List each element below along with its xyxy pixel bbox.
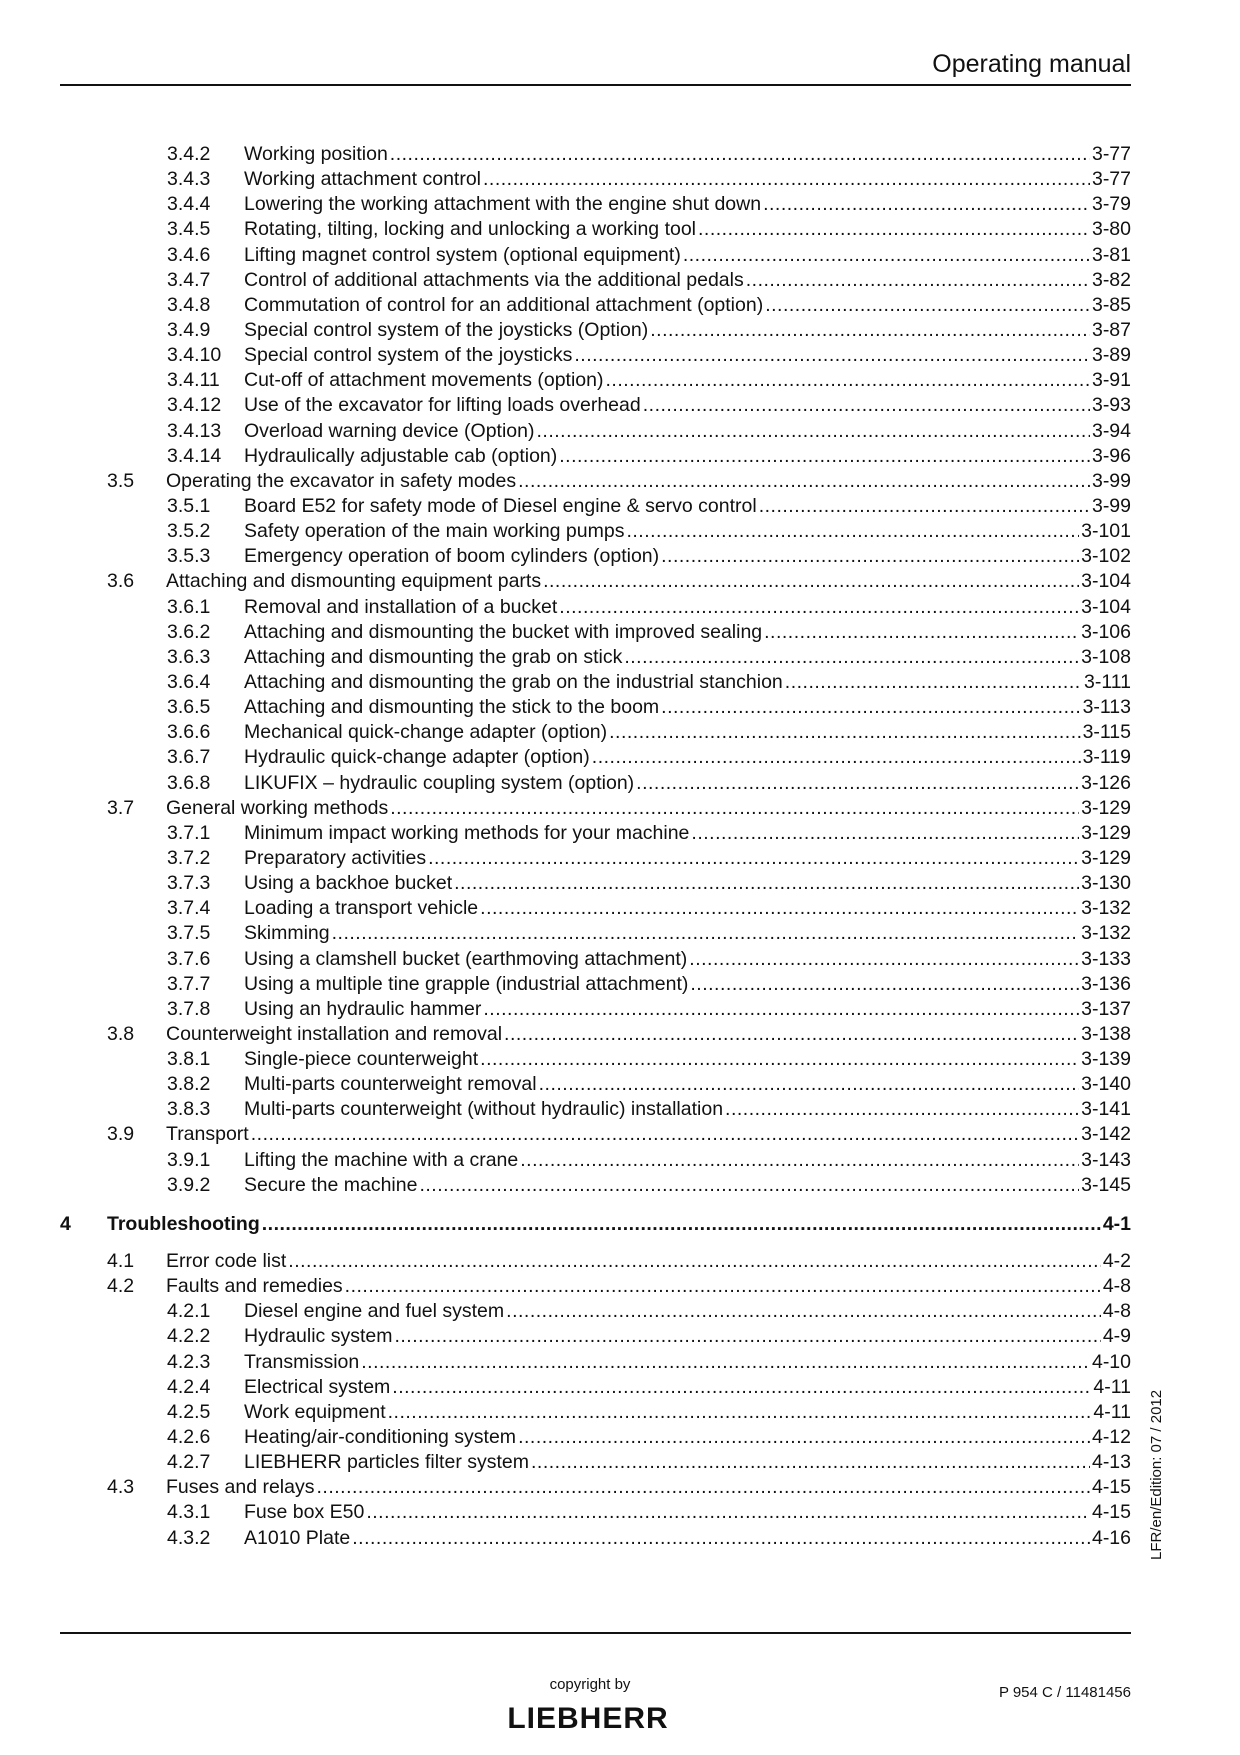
toc-entry[interactable] [60, 1324, 1131, 1349]
toc-entry[interactable] [60, 595, 1131, 620]
toc-entry-title: Safety operation of the main working pumps [244, 520, 625, 543]
toc-entry-number: 3.4.5 [167, 218, 211, 241]
toc-entry[interactable] [60, 1425, 1131, 1450]
toc-dot-leader [520, 1148, 1079, 1173]
toc-entry[interactable] [60, 1299, 1131, 1324]
toc-dot-leader [690, 972, 1079, 997]
toc-entry-title: Transport [166, 1123, 249, 1146]
toc-entry[interactable] [60, 745, 1131, 770]
toc-entry-number: 3.6.2 [167, 620, 211, 643]
toc-entry-number: 4.1 [107, 1250, 135, 1273]
toc-entry[interactable] [60, 268, 1131, 293]
toc-entry-title: Minimum impact working methods for your machine [244, 821, 690, 844]
toc-entry-number: 3.8 [107, 1022, 135, 1045]
toc-dot-leader [661, 544, 1079, 569]
toc-entry-title: Heating/air-conditioning system [244, 1426, 517, 1449]
toc-entry-page: 4-1 [1102, 1212, 1131, 1235]
toc-dot-leader [574, 343, 1090, 368]
toc-entry-page: 3-142 [1081, 1123, 1131, 1146]
toc-entry[interactable] [60, 695, 1131, 720]
toc-entry[interactable] [60, 1212, 1131, 1237]
toc-dot-leader [392, 1375, 1091, 1400]
toc-entry-page: 3-140 [1081, 1073, 1131, 1096]
toc-entry-title: Commutation of control for an additional attachment (option) [244, 293, 764, 316]
page-header-title: Operating manual [932, 50, 1131, 78]
toc-entry-title: Removal and installation of a bucket [244, 595, 558, 618]
toc-entry-title: Attaching and dismounting the stick to the boom [244, 696, 660, 719]
toc-dot-leader [746, 268, 1090, 293]
toc-entry-title: Operating the excavator in safety modes [166, 469, 517, 492]
toc-dot-leader [689, 947, 1079, 972]
toc-entry-page: 4-2 [1102, 1250, 1131, 1273]
toc-dot-leader [763, 192, 1090, 217]
toc-entry[interactable] [60, 921, 1131, 946]
toc-entry[interactable] [60, 1072, 1131, 1097]
toc-entry[interactable] [60, 243, 1131, 268]
toc-entry-page: 3-138 [1081, 1022, 1131, 1045]
toc-entry-number: 3.9.2 [167, 1173, 211, 1196]
toc-dot-leader [390, 142, 1090, 167]
toc-dot-leader [531, 1450, 1090, 1475]
toc-entry-page: 3-115 [1082, 721, 1131, 744]
toc-dot-leader [483, 167, 1090, 192]
toc-dot-leader [483, 997, 1079, 1022]
toc-entry[interactable] [60, 142, 1131, 167]
toc-entry-page: 4-8 [1102, 1300, 1131, 1323]
toc-entry-number: 3.7.5 [167, 922, 211, 945]
toc-entry-page: 3-91 [1091, 369, 1131, 392]
toc-dot-leader [605, 368, 1089, 393]
toc-dot-leader [609, 720, 1080, 745]
toc-entry-title: Fuse box E50 [244, 1501, 365, 1524]
toc-entry-number: 4.2.7 [167, 1451, 211, 1474]
toc-entry[interactable] [60, 1047, 1131, 1072]
toc-entry-title: Board E52 for safety mode of Diesel engine & servo control [244, 494, 757, 517]
toc-entry-title: Rotating, tilting, locking and unlocking a working tool [244, 218, 697, 241]
toc-entry[interactable] [60, 519, 1131, 544]
toc-entry-title: Using a multiple tine grapple (industrial attachment) [244, 972, 689, 995]
toc-entry-page: 3-87 [1091, 318, 1131, 341]
toc-entry[interactable] [60, 1475, 1131, 1500]
toc-dot-leader [725, 1097, 1079, 1122]
toc-entry[interactable] [60, 393, 1131, 418]
toc-dot-leader [636, 771, 1079, 796]
toc-dot-leader [428, 846, 1079, 871]
toc-entry-page: 3-79 [1091, 193, 1131, 216]
toc-dot-leader [504, 1022, 1079, 1047]
toc-entry-page: 3-99 [1091, 494, 1131, 517]
toc-entry[interactable] [60, 846, 1131, 871]
toc-entry-title: Transmission [244, 1350, 360, 1373]
toc-entry[interactable] [60, 1249, 1131, 1274]
toc-entry[interactable] [60, 1274, 1131, 1299]
toc-entry[interactable] [60, 645, 1131, 670]
toc-entry-number: 3.4.14 [167, 444, 222, 467]
toc-entry-page: 3-85 [1091, 293, 1131, 316]
toc-dot-leader [626, 519, 1079, 544]
toc-entry[interactable] [60, 1173, 1131, 1198]
toc-entry-page: 3-89 [1091, 344, 1131, 367]
toc-entry-title: Faults and remedies [166, 1275, 343, 1298]
toc-entry[interactable] [60, 947, 1131, 972]
toc-entry-title: Single-piece counterweight [244, 1048, 479, 1071]
toc-entry[interactable] [60, 1526, 1131, 1551]
toc-entry-page: 3-132 [1081, 897, 1131, 920]
toc-entry-number: 3.9.1 [167, 1148, 211, 1171]
toc-entry-page: 4-12 [1091, 1426, 1131, 1449]
toc-entry[interactable] [60, 1122, 1131, 1147]
toc-entry[interactable] [60, 997, 1131, 1022]
toc-dot-leader [536, 419, 1089, 444]
toc-entry-number: 3.6.6 [167, 721, 211, 744]
toc-entry-page: 3-104 [1081, 595, 1131, 618]
toc-entry-page: 3-136 [1081, 972, 1131, 995]
toc-entry-title: Mechanical quick-change adapter (option) [244, 721, 608, 744]
toc-entry-page: 3-82 [1091, 268, 1131, 291]
toc-entry-number: 3.7.1 [167, 821, 211, 844]
toc-dot-leader [352, 1526, 1090, 1551]
toc-dot-leader [332, 921, 1080, 946]
toc-entry-number: 3.4.3 [167, 168, 211, 191]
toc-entry-title: Work equipment [244, 1400, 386, 1423]
toc-entry-page: 3-93 [1091, 394, 1131, 417]
toc-entry[interactable] [60, 1450, 1131, 1475]
toc-entry-title: Emergency operation of boom cylinders (option) [244, 545, 660, 568]
toc-entry-page: 3-129 [1081, 821, 1131, 844]
toc-dot-leader [539, 1072, 1080, 1097]
toc-entry-number: 3.7.2 [167, 846, 211, 869]
toc-entry[interactable] [60, 720, 1131, 745]
toc-dot-leader [419, 1173, 1079, 1198]
toc-entry[interactable] [60, 972, 1131, 997]
toc-entry-title: Counterweight installation and removal [166, 1022, 503, 1045]
logo-text: LIEBHERR [507, 1702, 669, 1734]
toc-entry-title: Diesel engine and fuel system [244, 1300, 505, 1323]
toc-entry-number: 3.4.6 [167, 243, 211, 266]
toc-entry-number: 4.2.4 [167, 1375, 211, 1398]
toc-entry-number: 3.9 [107, 1123, 135, 1146]
toc-entry-page: 3-141 [1081, 1098, 1131, 1121]
toc-dot-leader [559, 595, 1079, 620]
toc-entry-number: 4.2.5 [167, 1400, 211, 1423]
toc-dot-leader [592, 745, 1081, 770]
toc-entry-page: 3-133 [1081, 947, 1131, 970]
toc-entry-number: 4.2.6 [167, 1426, 211, 1449]
toc-entry-number: 3.7.8 [167, 997, 211, 1020]
toc-entry-number: 3.8.2 [167, 1073, 211, 1096]
toc-entry[interactable] [60, 368, 1131, 393]
toc-dot-leader [559, 444, 1090, 469]
toc-entry[interactable] [60, 670, 1131, 695]
toc-dot-leader [388, 1400, 1092, 1425]
toc-dot-leader [288, 1249, 1101, 1274]
toc-entry-number: 4.2 [107, 1275, 135, 1298]
toc-entry-page: 4-9 [1102, 1325, 1131, 1348]
toc-dot-leader [394, 1324, 1100, 1349]
toc-entry-number: 3.6.5 [167, 696, 211, 719]
toc-dot-leader [643, 393, 1090, 418]
toc-entry-number: 4.3.2 [167, 1526, 211, 1549]
toc-dot-leader [480, 896, 1079, 921]
toc-entry-page: 4-15 [1091, 1476, 1131, 1499]
toc-entry-title: Hydraulic quick-change adapter (option) [244, 746, 590, 769]
toc-entry-title: Hydraulic system [244, 1325, 393, 1348]
toc-entry-number: 3.6.4 [167, 670, 211, 693]
toc-entry[interactable] [60, 343, 1131, 368]
toc-entry-page: 3-111 [1084, 670, 1131, 693]
toc-dot-leader [691, 821, 1079, 846]
toc-entry-number: 3.6.3 [167, 645, 211, 668]
toc-entry-title: LIEBHERR particles filter system [244, 1451, 529, 1474]
toc-dot-leader [518, 469, 1090, 494]
toc-dot-leader [624, 645, 1079, 670]
toc-entry-title: Using a backhoe bucket [244, 872, 453, 895]
toc-entry-number: 3.6.8 [167, 771, 211, 794]
toc-entry-title: Error code list [166, 1250, 287, 1273]
toc-dot-leader [361, 1350, 1090, 1375]
toc-entry-page: 3-77 [1091, 143, 1131, 165]
toc-dot-leader [543, 569, 1079, 594]
toc-entry-page: 3-113 [1082, 696, 1131, 719]
liebherr-logo [490, 1700, 686, 1734]
toc-entry-number: 4.2.2 [167, 1325, 211, 1348]
toc-entry[interactable] [60, 1350, 1131, 1375]
toc-dot-leader [390, 796, 1079, 821]
toc-entry-page: 3-137 [1081, 997, 1131, 1020]
toc-entry-number: 3.4.13 [167, 419, 222, 442]
toc-entry-page: 3-130 [1081, 872, 1131, 895]
toc-entry-title: Attaching and dismounting the bucket with improved sealing [244, 620, 763, 643]
toc-entry-number: 4.3 [107, 1476, 135, 1499]
toc-entry-title: Overload warning device (Option) [244, 419, 535, 442]
toc-entry-page: 4-15 [1091, 1501, 1131, 1524]
toc-entry-number: 3.4.11 [167, 369, 220, 392]
toc-entry-page: 3-99 [1091, 469, 1131, 492]
toc-entry-page: 3-145 [1081, 1173, 1131, 1196]
toc-entry-title: Attaching and dismounting the grab on the industrial stanchion [244, 670, 783, 693]
toc-entry[interactable] [60, 293, 1131, 318]
table-of-contents [60, 142, 1131, 1551]
edition-label: LFR/en/Edition: 07 / 2012 [1148, 1389, 1165, 1560]
toc-entry-number: 4.3.1 [167, 1501, 211, 1524]
toc-entry[interactable] [60, 1148, 1131, 1173]
toc-entry-page: 3-104 [1081, 570, 1131, 593]
toc-entry-title: General working methods [166, 796, 389, 819]
toc-dot-leader [765, 293, 1090, 318]
toc-entry[interactable] [60, 318, 1131, 343]
toc-entry-page: 4-8 [1102, 1275, 1131, 1298]
toc-entry-title: Using a clamshell bucket (earthmoving attachment) [244, 947, 688, 970]
toc-entry-page: 3-108 [1081, 645, 1131, 668]
toc-entry[interactable] [60, 469, 1131, 494]
toc-entry-page: 3-106 [1081, 620, 1131, 643]
toc-entry-number: 3.4.2 [167, 143, 211, 165]
toc-dot-leader [661, 695, 1080, 720]
footer-rule [60, 1632, 1131, 1634]
toc-entry-page: 4-11 [1093, 1375, 1131, 1398]
toc-entry-title: LIKUFIX – hydraulic coupling system (option) [244, 771, 635, 794]
toc-entry-title: Working position [244, 143, 388, 165]
toc-entry[interactable] [60, 620, 1131, 645]
toc-dot-leader [251, 1122, 1079, 1147]
toc-entry-number: 3.6.7 [167, 746, 211, 769]
toc-entry[interactable] [60, 494, 1131, 519]
toc-dot-leader [262, 1212, 1101, 1237]
toc-dot-leader [454, 871, 1079, 896]
toc-entry-title: Multi-parts counterweight removal [244, 1073, 537, 1096]
toc-dot-leader [480, 1047, 1079, 1072]
toc-entry-number: 3.7.7 [167, 972, 211, 995]
toc-entry-page: 4-10 [1091, 1350, 1131, 1373]
toc-entry-title: Skimming [244, 922, 330, 945]
toc-entry-number: 4.2.3 [167, 1350, 211, 1373]
toc-entry-number: 3.8.1 [167, 1048, 211, 1071]
toc-entry-page: 3-94 [1091, 419, 1131, 442]
toc-entry-title: Control of additional attachments via the additional pedals [244, 268, 744, 291]
toc-entry-title: A1010 Plate [244, 1526, 351, 1549]
toc-entry[interactable] [60, 821, 1131, 846]
toc-entry-page: 3-80 [1091, 218, 1131, 241]
toc-entry[interactable] [60, 167, 1131, 192]
toc-entry-page: 3-139 [1081, 1048, 1131, 1071]
copyright-label: copyright by [549, 1676, 631, 1693]
toc-entry-title: Lifting magnet control system (optional equipment) [244, 243, 681, 266]
toc-entry-number: 3.7 [107, 796, 135, 819]
toc-entry[interactable] [60, 896, 1131, 921]
toc-entry-number: 3.5.1 [167, 494, 211, 517]
toc-entry-title: Lowering the working attachment with the engine shut down [244, 193, 762, 216]
toc-entry-number: 3.4.8 [167, 293, 211, 316]
toc-entry-page: 3-143 [1081, 1148, 1131, 1171]
toc-entry-number: 3.8.3 [167, 1098, 211, 1121]
toc-entry-title: Use of the excavator for lifting loads overhead [244, 394, 641, 417]
toc-entry-title: Attaching and dismounting the grab on stick [244, 645, 623, 668]
toc-entry-title: Special control system of the joysticks (Option) [244, 318, 649, 341]
toc-entry-number: 3.5 [107, 469, 135, 492]
toc-entry-number: 4 [60, 1212, 71, 1235]
toc-entry-title: Lifting the machine with a crane [244, 1148, 519, 1171]
toc-entry-title: Working attachment control [244, 168, 481, 191]
toc-entry-page: 3-81 [1091, 243, 1131, 266]
toc-entry[interactable] [60, 871, 1131, 896]
toc-dot-leader [345, 1274, 1101, 1299]
toc-entry-number: 3.6.1 [167, 595, 211, 618]
toc-entry-page: 3-132 [1081, 922, 1131, 945]
toc-entry-number: 3.4.4 [167, 193, 211, 216]
toc-entry-title: Attaching and dismounting equipment parts [166, 570, 542, 593]
toc-entry-page: 3-126 [1081, 771, 1131, 794]
toc-entry-title: Troubleshooting [107, 1212, 260, 1235]
toc-entry-number: 3.7.3 [167, 872, 211, 895]
toc-dot-leader [650, 318, 1090, 343]
toc-entry[interactable] [60, 1375, 1131, 1400]
toc-entry-number: 3.4.10 [167, 344, 222, 367]
toc-dot-leader [317, 1475, 1090, 1500]
toc-entry-page: 3-77 [1091, 168, 1131, 191]
toc-entry-title: Loading a transport vehicle [244, 897, 479, 920]
toc-entry-page: 3-102 [1081, 545, 1131, 568]
toc-entry-number: 3.4.12 [167, 394, 222, 417]
toc-entry-number: 4.2.1 [167, 1300, 211, 1323]
toc-entry-page: 3-119 [1082, 746, 1131, 769]
toc-entry[interactable] [60, 192, 1131, 217]
toc-entry-title: Special control system of the joysticks [244, 344, 573, 367]
toc-entry[interactable] [60, 569, 1131, 594]
toc-entry-page: 3-129 [1081, 796, 1131, 819]
toc-dot-leader [698, 217, 1090, 242]
toc-entry-title: Multi-parts counterweight (without hydraulic) installation [244, 1098, 724, 1121]
toc-entry[interactable] [60, 419, 1131, 444]
toc-dot-leader [366, 1500, 1090, 1525]
toc-dot-leader [683, 243, 1090, 268]
toc-entry-title: Electrical system [244, 1375, 391, 1398]
toc-entry-page: 4-13 [1091, 1451, 1131, 1474]
toc-entry-number: 3.4.7 [167, 268, 211, 291]
toc-entry-page: 4-16 [1091, 1526, 1131, 1549]
toc-entry-page: 3-129 [1081, 846, 1131, 869]
toc-entry-number: 3.7.4 [167, 897, 211, 920]
toc-entry[interactable] [60, 544, 1131, 569]
toc-entry[interactable] [60, 1400, 1131, 1425]
toc-dot-leader [764, 620, 1079, 645]
toc-entry-page: 3-96 [1091, 444, 1131, 467]
toc-entry[interactable] [60, 1097, 1131, 1122]
toc-dot-leader [759, 494, 1090, 519]
toc-entry-number: 3.5.3 [167, 545, 211, 568]
toc-entry-title: Using an hydraulic hammer [244, 997, 482, 1020]
toc-dot-leader [506, 1299, 1101, 1324]
toc-entry-title: Hydraulically adjustable cab (option) [244, 444, 558, 467]
toc-entry[interactable] [60, 217, 1131, 242]
toc-entry-title: Preparatory activities [244, 846, 427, 869]
toc-entry[interactable] [60, 796, 1131, 821]
toc-entry[interactable] [60, 1500, 1131, 1525]
toc-entry[interactable] [60, 444, 1131, 469]
header-rule [60, 84, 1131, 86]
toc-entry-page: 4-11 [1093, 1400, 1131, 1423]
toc-entry-title: Fuses and relays [166, 1476, 315, 1499]
toc-entry-number: 3.6 [107, 570, 135, 593]
toc-entry-number: 3.7.6 [167, 947, 211, 970]
toc-entry[interactable] [60, 1022, 1131, 1047]
toc-entry-page: 3-101 [1081, 520, 1131, 543]
toc-entry[interactable] [60, 771, 1131, 796]
toc-entry-number: 3.4.9 [167, 318, 211, 341]
toc-dot-leader [518, 1425, 1090, 1450]
toc-entry-title: Secure the machine [244, 1173, 418, 1196]
toc-entry-number: 3.5.2 [167, 520, 211, 543]
toc-entry-title: Cut-off of attachment movements (option) [244, 369, 604, 392]
toc-dot-leader [785, 670, 1082, 695]
document-id: P 954 C / 11481456 [998, 1684, 1131, 1701]
